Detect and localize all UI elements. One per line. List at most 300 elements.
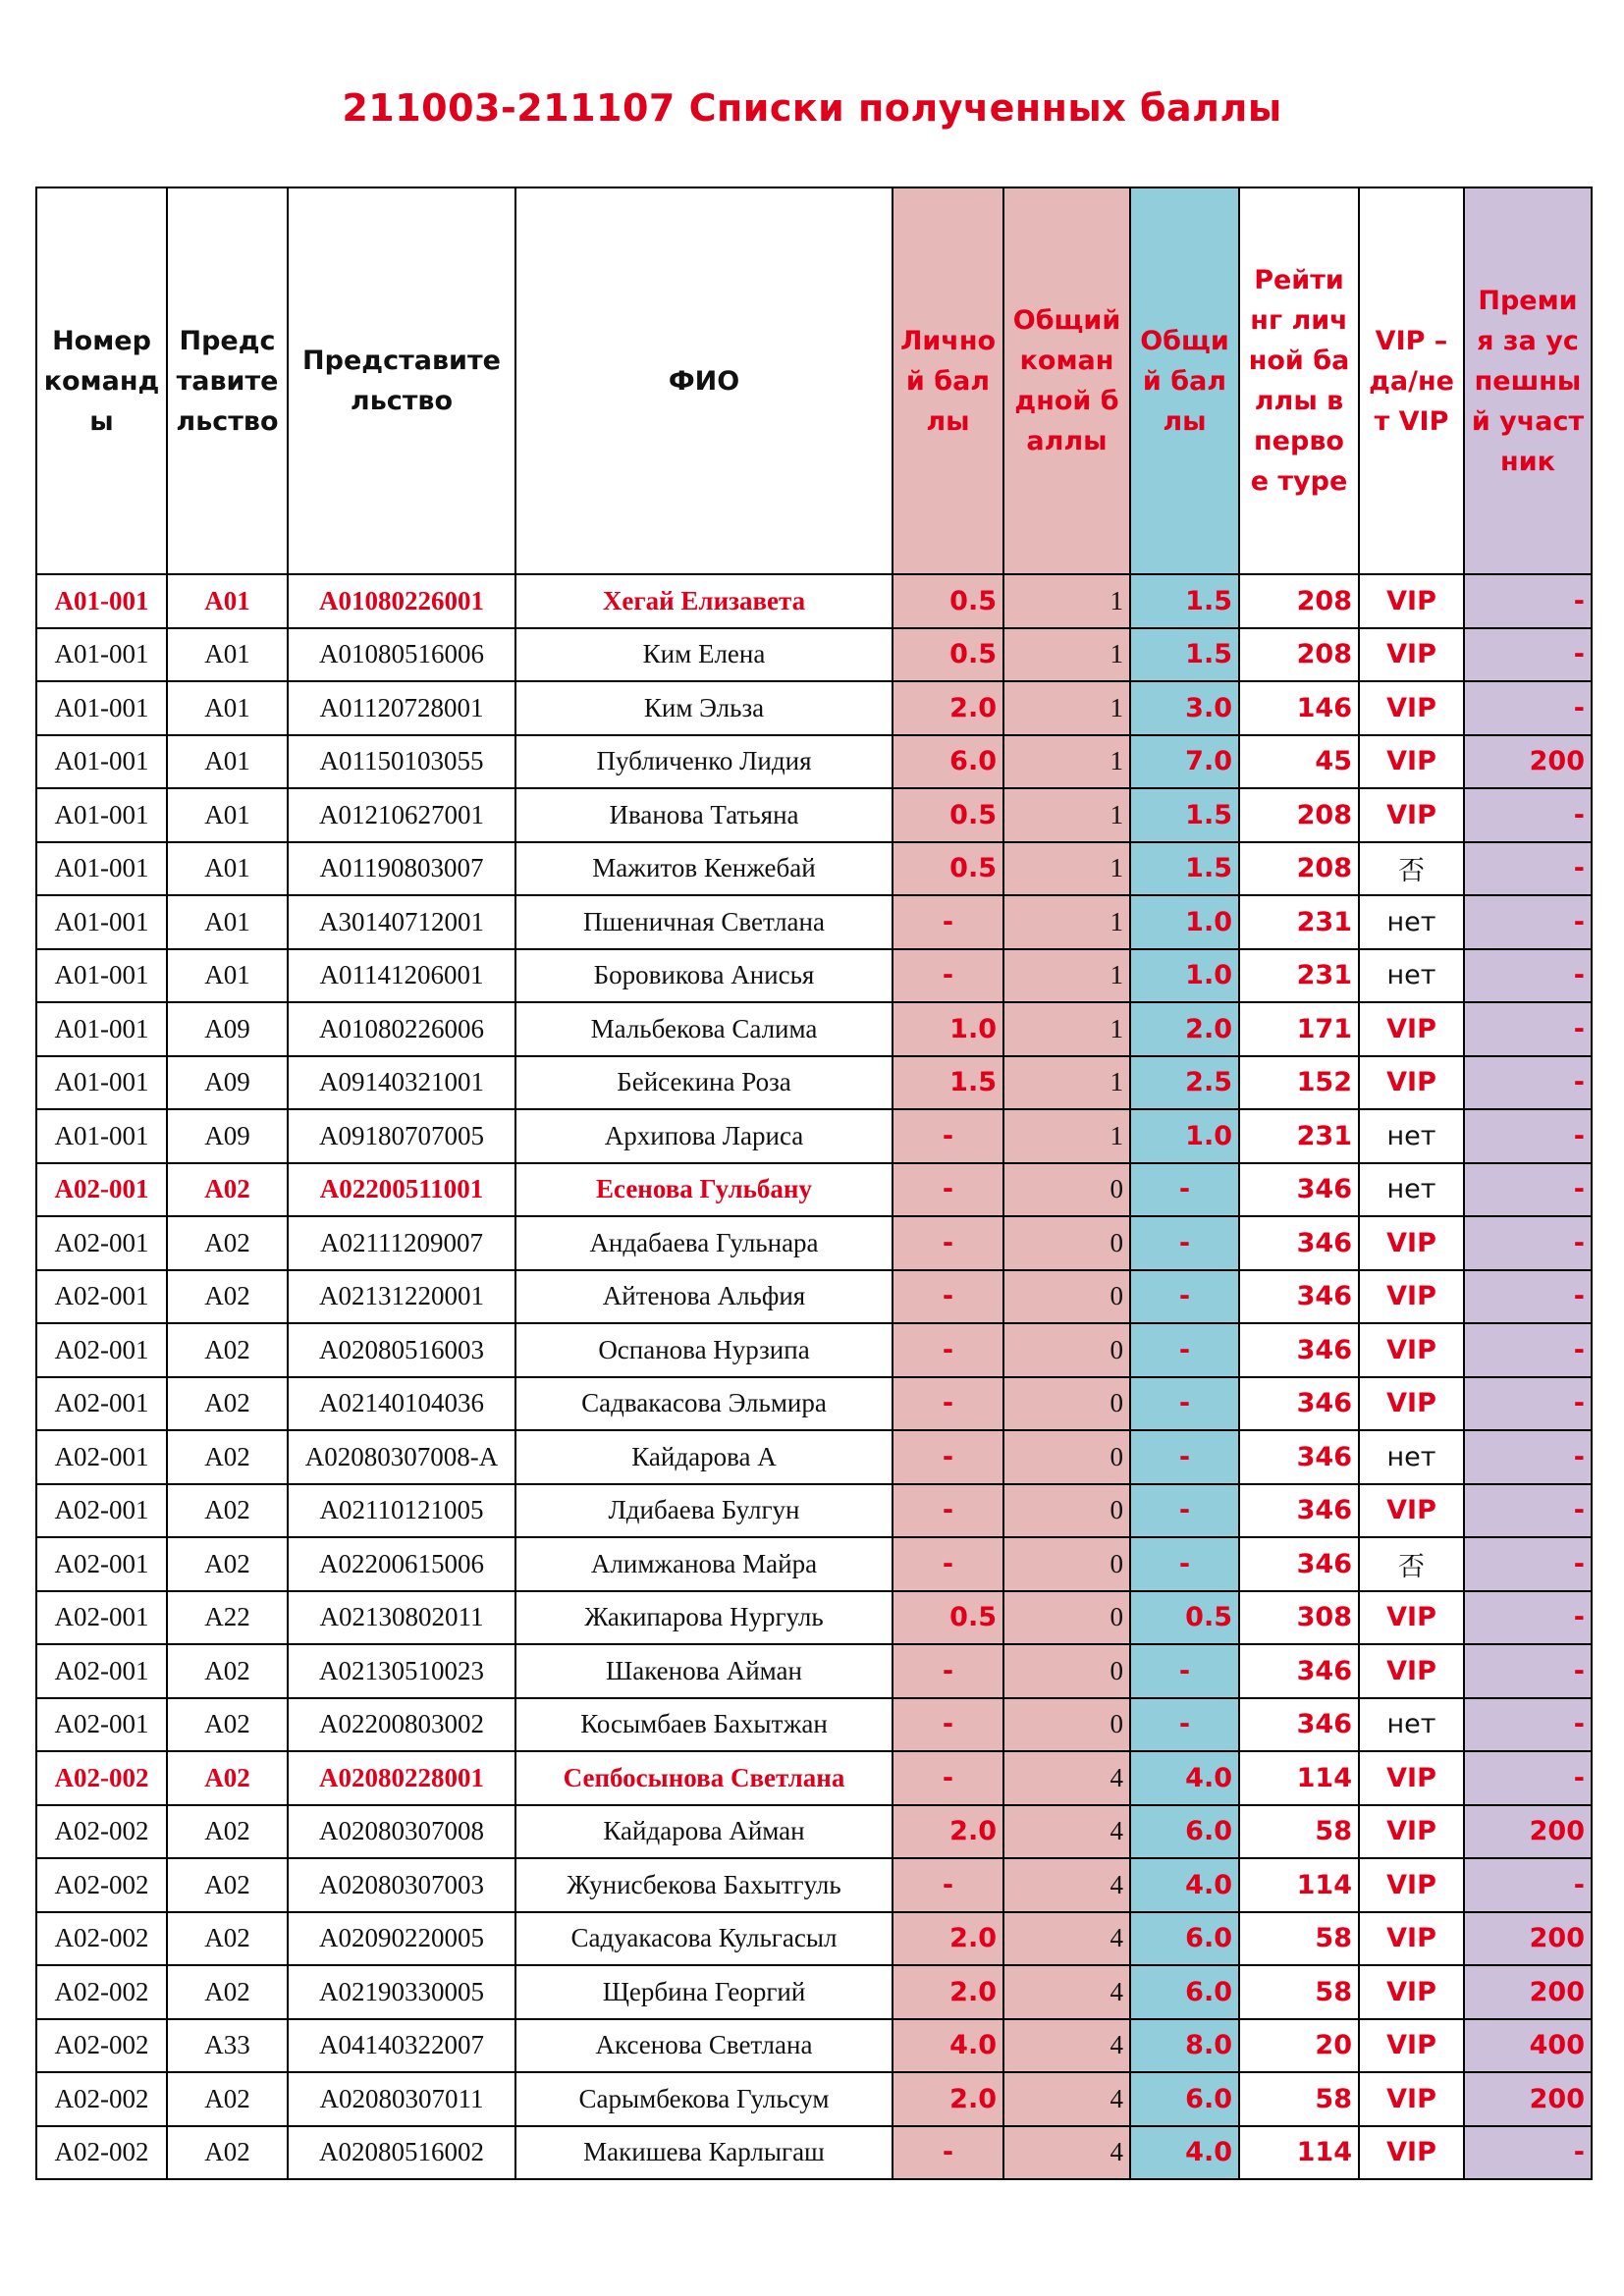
cell-team: A02-002 — [36, 1912, 167, 1966]
cell-bonus: - — [1464, 1430, 1592, 1484]
cell-rep-short: A01 — [167, 735, 288, 789]
cell-personal: 4.0 — [893, 2019, 1003, 2073]
cell-rep: A02090220005 — [288, 1912, 515, 1966]
table-row — [36, 1323, 1592, 1377]
cell-rating: 146 — [1239, 681, 1359, 735]
cell-team-score: 1 — [1003, 628, 1130, 682]
cell-team: A01-001 — [36, 842, 167, 896]
cell-rep-short: A33 — [167, 2019, 288, 2073]
cell-team: A01-001 — [36, 788, 167, 842]
cell-team: A02-001 — [36, 1484, 167, 1538]
cell-team-score: 0 — [1003, 1323, 1130, 1377]
cell-bonus: - — [1464, 949, 1592, 1003]
cell-fio: Хегай Елизавета — [515, 574, 893, 628]
cell-personal: - — [893, 949, 1003, 1003]
header-row — [36, 187, 1592, 574]
cell-personal: 1.0 — [893, 1002, 1003, 1056]
cell-rep: A30140712001 — [288, 895, 515, 949]
table-row — [36, 1377, 1592, 1431]
cell-bonus: - — [1464, 574, 1592, 628]
cell-total: 4.0 — [1130, 1751, 1239, 1805]
cell-bonus: - — [1464, 1002, 1592, 1056]
cell-team-score: 0 — [1003, 1163, 1130, 1217]
cell-vip: VIP — [1359, 735, 1464, 789]
cell-bonus: - — [1464, 1484, 1592, 1538]
cell-rep: A01120728001 — [288, 681, 515, 735]
cell-total: 8.0 — [1130, 2019, 1239, 2073]
cell-rating: 346 — [1239, 1163, 1359, 1217]
cell-personal: - — [893, 1858, 1003, 1912]
cell-rating: 346 — [1239, 1484, 1359, 1538]
cell-team-score: 1 — [1003, 895, 1130, 949]
cell-rep: A09180707005 — [288, 1109, 515, 1163]
cell-vip: VIP — [1359, 2072, 1464, 2126]
cell-fio: Косымбаев Бахытжан — [515, 1698, 893, 1752]
cell-rating: 231 — [1239, 895, 1359, 949]
cell-total: - — [1130, 1537, 1239, 1591]
cell-team: A02-001 — [36, 1591, 167, 1645]
cell-bonus: - — [1464, 2126, 1592, 2180]
cell-vip: VIP — [1359, 1858, 1464, 1912]
cell-total: 4.0 — [1130, 1858, 1239, 1912]
cell-total: 1.0 — [1130, 949, 1239, 1003]
table-row — [36, 1163, 1592, 1217]
cell-fio: Боровикова Анисья — [515, 949, 893, 1003]
cell-rep-short: A02 — [167, 1216, 288, 1270]
cell-personal: 2.0 — [893, 1965, 1003, 2019]
cell-fio: Бейсекина Роза — [515, 1056, 893, 1110]
cell-personal: - — [893, 1484, 1003, 1538]
cell-rep: A01141206001 — [288, 949, 515, 1003]
cell-total: 6.0 — [1130, 2072, 1239, 2126]
cell-bonus: 400 — [1464, 2019, 1592, 2073]
cell-team-score: 0 — [1003, 1591, 1130, 1645]
cell-personal: 0.5 — [893, 628, 1003, 682]
cell-vip: VIP — [1359, 1805, 1464, 1859]
cell-rep: A02080516003 — [288, 1323, 515, 1377]
table-row — [36, 1430, 1592, 1484]
cell-team: A02-001 — [36, 1323, 167, 1377]
cell-rating: 208 — [1239, 788, 1359, 842]
cell-team-score: 4 — [1003, 2072, 1130, 2126]
cell-fio: Пшеничная Светлана — [515, 895, 893, 949]
cell-rep-short: A09 — [167, 1109, 288, 1163]
header-team-score: Общий командной баллы — [1003, 187, 1130, 574]
table-row — [36, 1591, 1592, 1645]
cell-team: A02-002 — [36, 2072, 167, 2126]
cell-bonus: - — [1464, 628, 1592, 682]
cell-vip: VIP — [1359, 1751, 1464, 1805]
cell-bonus: - — [1464, 1537, 1592, 1591]
cell-team: A02-002 — [36, 1858, 167, 1912]
header-vip: VIP – да/нет VIP — [1359, 187, 1464, 574]
table-row — [36, 1805, 1592, 1859]
cell-vip: 否 — [1359, 842, 1464, 896]
cell-bonus: - — [1464, 1698, 1592, 1752]
cell-team-score: 0 — [1003, 1216, 1130, 1270]
cell-rating: 346 — [1239, 1537, 1359, 1591]
cell-total: - — [1130, 1430, 1239, 1484]
cell-bonus: - — [1464, 1323, 1592, 1377]
cell-team: A02-001 — [36, 1216, 167, 1270]
cell-rating: 231 — [1239, 1109, 1359, 1163]
cell-rating: 346 — [1239, 1216, 1359, 1270]
cell-personal: 2.0 — [893, 2072, 1003, 2126]
cell-rep: A02140104036 — [288, 1377, 515, 1431]
cell-rep: A01210627001 — [288, 788, 515, 842]
cell-rating: 58 — [1239, 1965, 1359, 2019]
header-fio: ФИО — [515, 187, 893, 574]
cell-rep-short: A02 — [167, 1270, 288, 1324]
cell-rep-short: A01 — [167, 628, 288, 682]
cell-team-score: 1 — [1003, 574, 1130, 628]
cell-bonus: - — [1464, 1216, 1592, 1270]
cell-team: A01-001 — [36, 681, 167, 735]
cell-personal: - — [893, 2126, 1003, 2180]
cell-rating: 114 — [1239, 1751, 1359, 1805]
table-row — [36, 1002, 1592, 1056]
cell-bonus: 200 — [1464, 2072, 1592, 2126]
cell-rep: A02110121005 — [288, 1484, 515, 1538]
cell-bonus: - — [1464, 1858, 1592, 1912]
cell-rating: 346 — [1239, 1644, 1359, 1698]
cell-rep: A02200615006 — [288, 1537, 515, 1591]
cell-fio: Кайдарова А — [515, 1430, 893, 1484]
cell-fio: Алимжанова Майра — [515, 1537, 893, 1591]
cell-personal: - — [893, 1109, 1003, 1163]
cell-rep-short: A01 — [167, 681, 288, 735]
cell-fio: Макишева Карлыгаш — [515, 2126, 893, 2180]
cell-rep: A02131220001 — [288, 1270, 515, 1324]
cell-personal: 2.0 — [893, 681, 1003, 735]
cell-team-score: 0 — [1003, 1698, 1130, 1752]
cell-rating: 20 — [1239, 2019, 1359, 2073]
cell-vip: VIP — [1359, 1377, 1464, 1431]
cell-total: 1.0 — [1130, 895, 1239, 949]
cell-team: A02-002 — [36, 1965, 167, 2019]
cell-rating: 346 — [1239, 1698, 1359, 1752]
table-row — [36, 1965, 1592, 2019]
cell-vip: VIP — [1359, 1216, 1464, 1270]
table-row — [36, 2019, 1592, 2073]
table-row — [36, 1698, 1592, 1752]
cell-rating: 58 — [1239, 1805, 1359, 1859]
table-row — [36, 574, 1592, 628]
cell-bonus: 200 — [1464, 1912, 1592, 1966]
table-row — [36, 842, 1592, 896]
cell-total: - — [1130, 1323, 1239, 1377]
cell-team-score: 4 — [1003, 1912, 1130, 1966]
cell-rep: A02130802011 — [288, 1591, 515, 1645]
cell-rep-short: A02 — [167, 1858, 288, 1912]
cell-rep: A02080516002 — [288, 2126, 515, 2180]
cell-team: A01-001 — [36, 628, 167, 682]
cell-bonus: - — [1464, 1751, 1592, 1805]
cell-rep-short: A02 — [167, 1698, 288, 1752]
cell-rep: A01080516006 — [288, 628, 515, 682]
cell-team: A01-001 — [36, 1002, 167, 1056]
cell-bonus: - — [1464, 1377, 1592, 1431]
cell-rating: 346 — [1239, 1270, 1359, 1324]
cell-team-score: 0 — [1003, 1270, 1130, 1324]
cell-fio: Сарымбекова Гульсум — [515, 2072, 893, 2126]
cell-total: 6.0 — [1130, 1965, 1239, 2019]
cell-personal: 2.0 — [893, 1912, 1003, 1966]
cell-total: 0.5 — [1130, 1591, 1239, 1645]
cell-rep-short: A02 — [167, 1430, 288, 1484]
cell-total: - — [1130, 1698, 1239, 1752]
cell-team-score: 4 — [1003, 1805, 1130, 1859]
cell-rep: A02130510023 — [288, 1644, 515, 1698]
cell-rep-short: A02 — [167, 1323, 288, 1377]
table-row — [36, 628, 1592, 682]
cell-bonus: - — [1464, 1056, 1592, 1110]
cell-vip: VIP — [1359, 1002, 1464, 1056]
cell-rating: 346 — [1239, 1323, 1359, 1377]
header-team: Номер команды — [36, 187, 167, 574]
cell-total: - — [1130, 1163, 1239, 1217]
cell-rep: A02200511001 — [288, 1163, 515, 1217]
cell-team: A01-001 — [36, 1109, 167, 1163]
header-total: Общий баллы — [1130, 187, 1239, 574]
table-row — [36, 1270, 1592, 1324]
cell-vip: 否 — [1359, 1537, 1464, 1591]
cell-rep: A02080307003 — [288, 1858, 515, 1912]
cell-rating: 171 — [1239, 1002, 1359, 1056]
cell-team: A02-001 — [36, 1270, 167, 1324]
cell-team: A01-001 — [36, 735, 167, 789]
cell-fio: Садуакасова Кульгасыл — [515, 1912, 893, 1966]
cell-bonus: - — [1464, 681, 1592, 735]
cell-team-score: 1 — [1003, 842, 1130, 896]
cell-personal: - — [893, 1377, 1003, 1431]
cell-vip: VIP — [1359, 1591, 1464, 1645]
cell-bonus: - — [1464, 1270, 1592, 1324]
cell-rep: A09140321001 — [288, 1056, 515, 1110]
cell-rep: A01080226001 — [288, 574, 515, 628]
cell-rep-short: A02 — [167, 1537, 288, 1591]
table-body — [36, 574, 1592, 2179]
cell-team-score: 1 — [1003, 735, 1130, 789]
cell-fio: Ким Эльза — [515, 681, 893, 735]
cell-bonus: - — [1464, 842, 1592, 896]
cell-rep-short: A09 — [167, 1002, 288, 1056]
cell-fio: Мажитов Кенжебай — [515, 842, 893, 896]
cell-total: 7.0 — [1130, 735, 1239, 789]
cell-personal: - — [893, 1270, 1003, 1324]
cell-rep-short: A02 — [167, 1805, 288, 1859]
cell-rating: 346 — [1239, 1377, 1359, 1431]
cell-rep-short: A02 — [167, 1965, 288, 2019]
cell-total: 1.5 — [1130, 574, 1239, 628]
cell-rep: A02080307008-A — [288, 1430, 515, 1484]
cell-team-score: 1 — [1003, 1002, 1130, 1056]
cell-personal: - — [893, 1644, 1003, 1698]
cell-bonus: - — [1464, 1591, 1592, 1645]
table-row — [36, 1537, 1592, 1591]
cell-vip: VIP — [1359, 1965, 1464, 2019]
cell-vip: VIP — [1359, 574, 1464, 628]
cell-total: 6.0 — [1130, 1805, 1239, 1859]
cell-personal: 1.5 — [893, 1056, 1003, 1110]
cell-rep: A01080226006 — [288, 1002, 515, 1056]
cell-team-score: 4 — [1003, 2019, 1130, 2073]
document-title: 211003-211107 Списки полученных баллы — [342, 86, 1282, 130]
header-rep-short: Представительство — [167, 187, 288, 574]
cell-rating: 114 — [1239, 2126, 1359, 2180]
cell-vip: нет — [1359, 895, 1464, 949]
cell-fio: Есенова Гульбану — [515, 1163, 893, 1217]
cell-rep-short: A02 — [167, 2126, 288, 2180]
cell-fio: Аксенова Светлана — [515, 2019, 893, 2073]
cell-rating: 58 — [1239, 1912, 1359, 1966]
cell-team-score: 0 — [1003, 1430, 1130, 1484]
header-rating: Рейтинг личной баллы в первое туре — [1239, 187, 1359, 574]
cell-rating: 58 — [1239, 2072, 1359, 2126]
cell-rep: A01190803007 — [288, 842, 515, 896]
cell-vip: нет — [1359, 1430, 1464, 1484]
cell-personal: 2.0 — [893, 1805, 1003, 1859]
cell-vip: VIP — [1359, 1644, 1464, 1698]
cell-rep-short: A09 — [167, 1056, 288, 1110]
cell-fio: Сепбосынова Светлана — [515, 1751, 893, 1805]
cell-personal: - — [893, 1537, 1003, 1591]
cell-rep-short: A02 — [167, 2072, 288, 2126]
cell-rep-short: A01 — [167, 574, 288, 628]
cell-personal: 0.5 — [893, 788, 1003, 842]
cell-personal: - — [893, 1430, 1003, 1484]
cell-fio: Оспанова Нурзипа — [515, 1323, 893, 1377]
cell-vip: VIP — [1359, 628, 1464, 682]
table-row — [36, 2126, 1592, 2180]
cell-fio: Публиченко Лидия — [515, 735, 893, 789]
cell-total: - — [1130, 1484, 1239, 1538]
cell-rating: 308 — [1239, 1591, 1359, 1645]
scores-table — [35, 187, 1593, 2180]
cell-fio: Ким Елена — [515, 628, 893, 682]
cell-rating: 152 — [1239, 1056, 1359, 1110]
cell-bonus: - — [1464, 1109, 1592, 1163]
cell-rep: A02080307011 — [288, 2072, 515, 2126]
cell-team: A01-001 — [36, 1056, 167, 1110]
cell-total: 2.5 — [1130, 1056, 1239, 1110]
cell-team: A02-002 — [36, 1751, 167, 1805]
cell-rep-short: A02 — [167, 1644, 288, 1698]
cell-personal: 6.0 — [893, 735, 1003, 789]
cell-team: A02-002 — [36, 2126, 167, 2180]
cell-fio: Лдибаева Булгун — [515, 1484, 893, 1538]
cell-total: - — [1130, 1644, 1239, 1698]
cell-team: A02-002 — [36, 2019, 167, 2073]
cell-rating: 208 — [1239, 574, 1359, 628]
cell-total: 1.5 — [1130, 788, 1239, 842]
cell-personal: - — [893, 1698, 1003, 1752]
cell-fio: Жунисбекова Бахытгуль — [515, 1858, 893, 1912]
cell-team: A02-001 — [36, 1644, 167, 1698]
cell-team: A01-001 — [36, 574, 167, 628]
cell-team-score: 1 — [1003, 681, 1130, 735]
cell-bonus: - — [1464, 895, 1592, 949]
table-row — [36, 1056, 1592, 1110]
cell-team-score: 4 — [1003, 1751, 1130, 1805]
cell-team: A02-001 — [36, 1537, 167, 1591]
cell-fio: Садвакасова Эльмира — [515, 1377, 893, 1431]
cell-rep-short: A02 — [167, 1377, 288, 1431]
cell-team-score: 4 — [1003, 1858, 1130, 1912]
table-row — [36, 788, 1592, 842]
cell-vip: VIP — [1359, 1912, 1464, 1966]
cell-fio: Андабаева Гульнара — [515, 1216, 893, 1270]
table-row — [36, 949, 1592, 1003]
cell-vip: VIP — [1359, 1056, 1464, 1110]
cell-fio: Архипова Лариса — [515, 1109, 893, 1163]
cell-fio: Айтенова Альфия — [515, 1270, 893, 1324]
cell-team: A02-002 — [36, 1805, 167, 1859]
cell-total: - — [1130, 1377, 1239, 1431]
cell-rep-short: A02 — [167, 1912, 288, 1966]
cell-rep: A02200803002 — [288, 1698, 515, 1752]
cell-fio: Щербина Георгий — [515, 1965, 893, 2019]
cell-fio: Кайдарова Айман — [515, 1805, 893, 1859]
cell-rep: A02111209007 — [288, 1216, 515, 1270]
cell-vip: VIP — [1359, 1270, 1464, 1324]
cell-rep-short: A01 — [167, 895, 288, 949]
cell-total: 4.0 — [1130, 2126, 1239, 2180]
cell-rep: A02080307008 — [288, 1805, 515, 1859]
cell-vip: VIP — [1359, 681, 1464, 735]
cell-total: 3.0 — [1130, 681, 1239, 735]
cell-vip: нет — [1359, 949, 1464, 1003]
cell-personal: - — [893, 1163, 1003, 1217]
cell-personal: - — [893, 1323, 1003, 1377]
cell-team: A02-001 — [36, 1698, 167, 1752]
cell-fio: Мальбекова Салима — [515, 1002, 893, 1056]
cell-rep: A01150103055 — [288, 735, 515, 789]
cell-personal: - — [893, 895, 1003, 949]
cell-total: 1.5 — [1130, 842, 1239, 896]
cell-team-score: 4 — [1003, 1965, 1130, 2019]
cell-rating: 114 — [1239, 1858, 1359, 1912]
cell-rep-short: A01 — [167, 949, 288, 1003]
cell-team: A01-001 — [36, 895, 167, 949]
cell-team-score: 1 — [1003, 1109, 1130, 1163]
cell-personal: 0.5 — [893, 1591, 1003, 1645]
cell-team: A02-001 — [36, 1163, 167, 1217]
table-row — [36, 1912, 1592, 1966]
cell-rating: 346 — [1239, 1430, 1359, 1484]
header-personal: Личной баллы — [893, 187, 1003, 574]
cell-team-score: 0 — [1003, 1484, 1130, 1538]
cell-vip: нет — [1359, 1698, 1464, 1752]
cell-bonus: - — [1464, 1644, 1592, 1698]
cell-personal: - — [893, 1216, 1003, 1270]
cell-vip: нет — [1359, 1163, 1464, 1217]
cell-rating: 208 — [1239, 628, 1359, 682]
cell-vip: VIP — [1359, 2019, 1464, 2073]
cell-rating: 231 — [1239, 949, 1359, 1003]
cell-team-score: 1 — [1003, 788, 1130, 842]
cell-rep-short: A22 — [167, 1591, 288, 1645]
cell-rep-short: A02 — [167, 1163, 288, 1217]
cell-bonus: - — [1464, 788, 1592, 842]
cell-team: A01-001 — [36, 949, 167, 1003]
table-row — [36, 1858, 1592, 1912]
cell-total: 1.0 — [1130, 1109, 1239, 1163]
cell-total: 6.0 — [1130, 1912, 1239, 1966]
cell-vip: VIP — [1359, 2126, 1464, 2180]
table-row — [36, 1751, 1592, 1805]
cell-team: A02-001 — [36, 1430, 167, 1484]
